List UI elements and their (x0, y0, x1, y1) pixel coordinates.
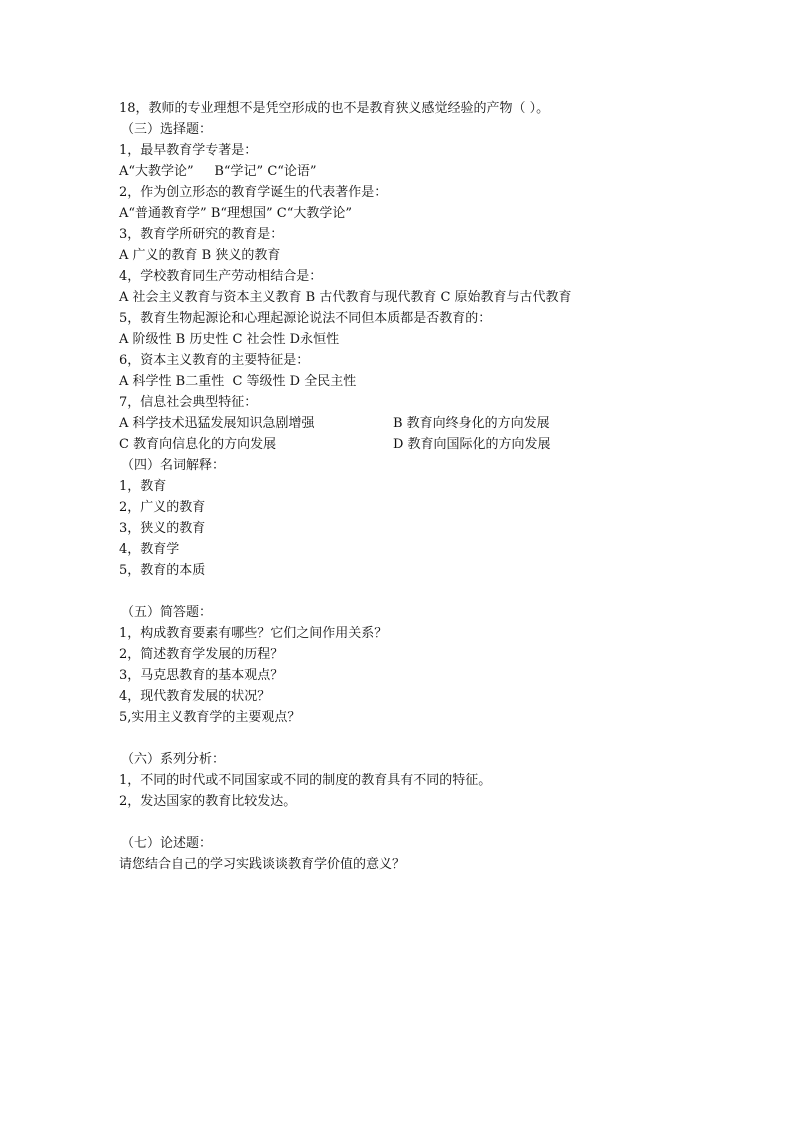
choice-options-4: A 社会主义教育与资本主义教育 B 古代教育与现代教育 C 原始教育与古代教育 (119, 290, 572, 305)
short-answer-item: 5,实用主义教育学的主要观点？ (119, 710, 301, 725)
section-heading-essay: （七）论述题： (121, 836, 213, 851)
choice-question-5: 5，教育生物起源论和心理起源论说法不同但本质都是否教育的： (119, 311, 492, 326)
choice-option-7d: D 教育向国际化的方向发展 (393, 437, 551, 452)
short-answer-item: 2，简述教育学发展的历程？ (119, 647, 284, 662)
choice-options-5: A 阶级性 B 历史性 C 社会性 D永恒性 (119, 332, 340, 347)
choice-options-6: A 科学性 B二重性 C 等级性 D 全民主性 (119, 374, 357, 389)
question-18: 18，教师的专业理想不是凭空形成的也不是教育狭义感觉经验的产物（ ）。 (119, 101, 550, 116)
term-item: 3，狭义的教育 (119, 521, 206, 536)
section-heading-choice: （三）选择题： (121, 122, 213, 137)
choice-options-1: A“大教学论” B“学记” C“论语” (119, 164, 317, 179)
spacer (119, 812, 719, 833)
choice-question-4: 4，学校教育同生产劳动相结合是： (119, 269, 323, 284)
short-answer-item: 3，马克思教育的基本观点？ (119, 668, 284, 683)
choice-question-3: 3，教育学所研究的教育是： (119, 227, 284, 242)
term-item: 2，广义的教育 (119, 500, 206, 515)
short-answer-item: 1，构成教育要素有哪些？它们之间作用关系？ (119, 626, 388, 641)
spacer (119, 728, 719, 749)
section-heading-short-answer: （五）简答题： (121, 605, 213, 620)
term-item: 4，教育学 (119, 542, 180, 557)
choice-option-7a: A 科学技术迅猛发展知识急剧增强 (119, 416, 315, 431)
choice-options-3: A 广义的教育 B 狭义的教育 (119, 248, 281, 263)
section-heading-analysis: （六）系列分析： (121, 752, 226, 767)
choice-option-7c: C 教育向信息化的方向发展 (119, 437, 277, 452)
analysis-item: 1，不同的时代或不同国家或不同的制度的教育具有不同的特征。 (119, 773, 492, 788)
short-answer-item: 4，现代教育发展的状况？ (119, 689, 271, 704)
document-page (119, 98, 719, 875)
choice-options-7-row-2 (119, 434, 719, 455)
choice-question-6: 6，资本主义教育的主要特征是： (119, 353, 310, 368)
spacer (119, 581, 719, 602)
term-item: 5，教育的本质 (119, 563, 206, 578)
choice-options-2: A“普通教育学” B“理想国” C“大教学论” (119, 206, 353, 221)
choice-question-1: 1，最早教育学专著是： (119, 143, 258, 158)
choice-question-2: 2，作为创立形态的教育学诞生的代表著作是： (119, 185, 388, 200)
choice-options-7-row-1 (119, 413, 719, 434)
term-item: 1，教育 (119, 479, 167, 494)
essay-question: 请您结合自己的学习实践谈谈教育学价值的意义？ (119, 857, 406, 872)
choice-option-7b: B 教育向终身化的方向发展 (393, 416, 550, 431)
section-heading-terms: （四）名词解释： (121, 458, 226, 473)
choice-question-7: 7，信息社会典型特征： (119, 395, 258, 410)
analysis-item: 2，发达国家的教育比较发达。 (119, 794, 297, 809)
